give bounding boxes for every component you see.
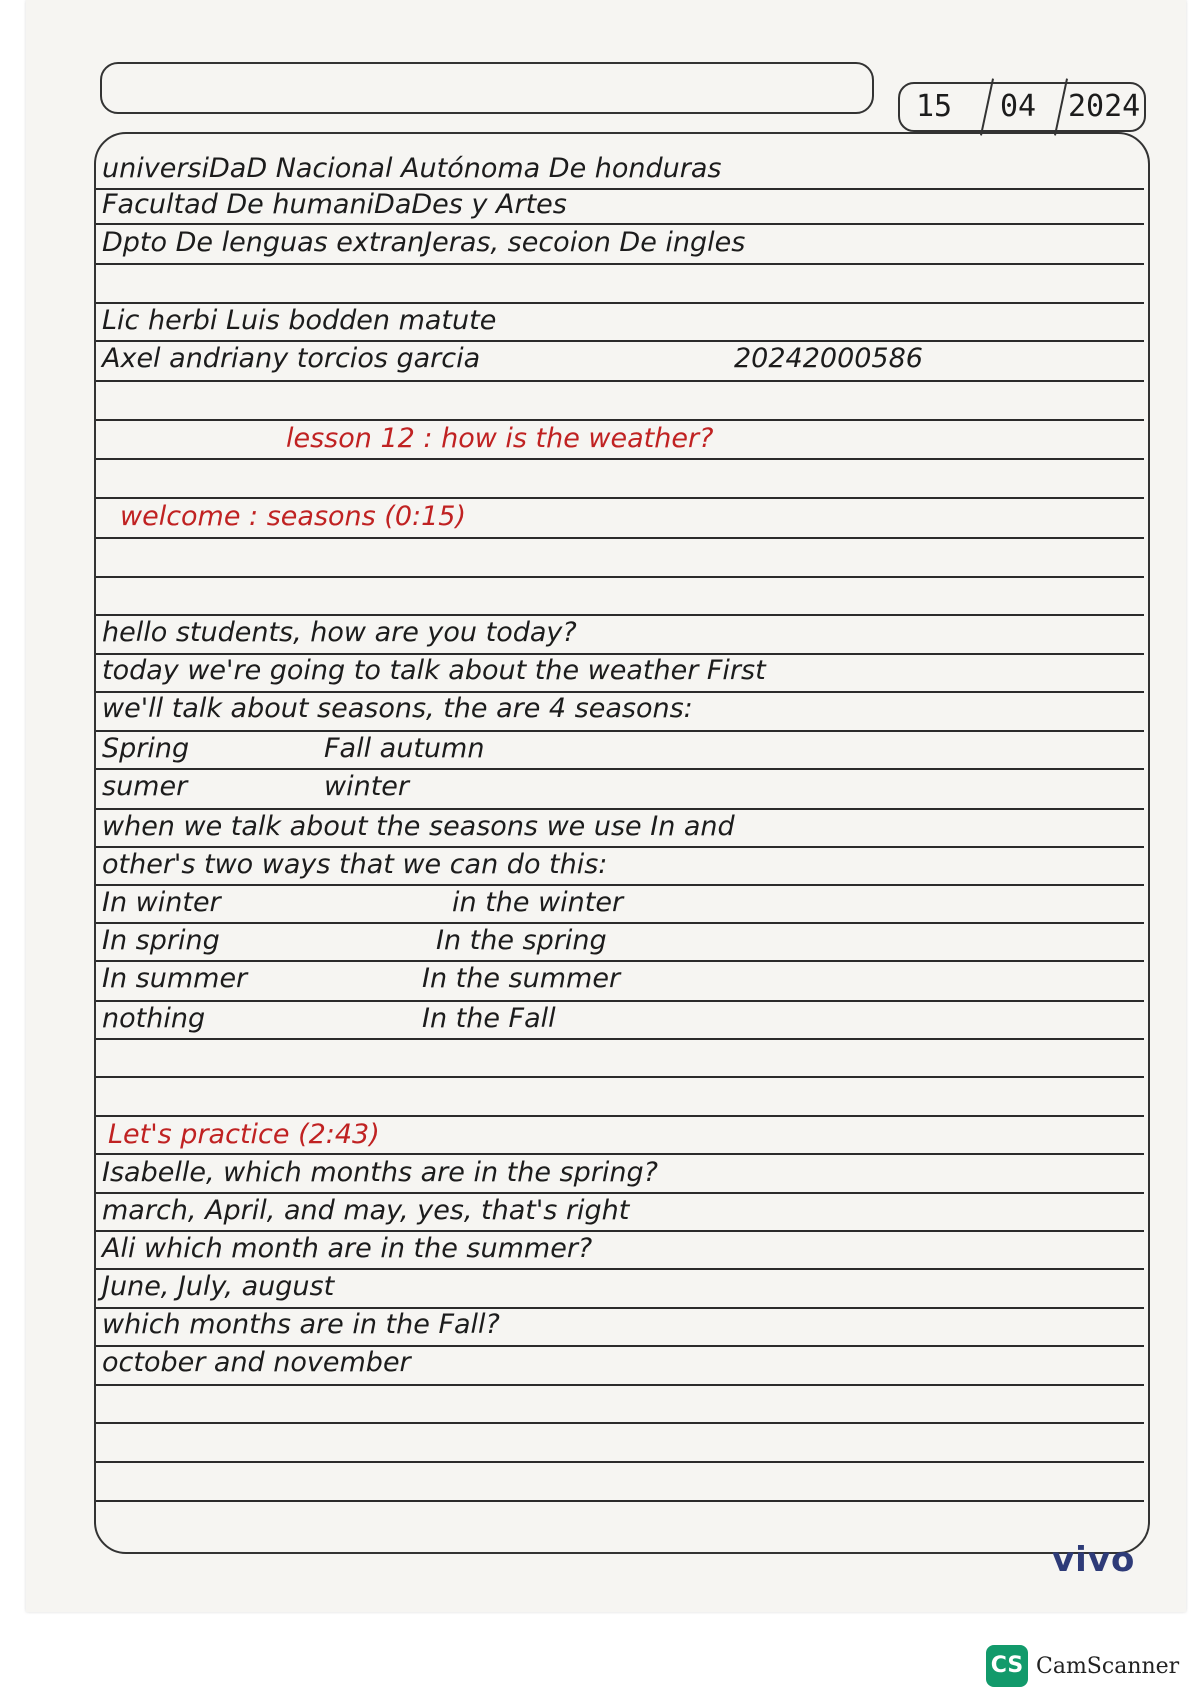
date-day: 15	[916, 89, 953, 124]
body-line	[102, 730, 1140, 768]
preposition-example: In winter	[102, 887, 221, 918]
camscanner-icon: CS	[986, 1645, 1028, 1687]
ruled-line	[96, 1076, 1144, 1078]
ruled-line	[96, 458, 1144, 460]
ruled-line	[96, 1038, 1144, 1040]
ruled-line	[96, 1461, 1144, 1463]
ruled-line	[96, 1384, 1144, 1386]
preposition-example: In spring	[102, 925, 220, 956]
lesson-title: lesson 12 : how is the weather?	[286, 423, 714, 454]
ruled-line	[96, 380, 1144, 382]
header-box	[100, 62, 874, 114]
camscanner-watermark	[986, 1645, 1179, 1687]
date-year: 2024	[1068, 89, 1141, 124]
practice-line: october and november	[102, 1347, 411, 1378]
ruled-line	[96, 1422, 1144, 1424]
preposition-example: nothing	[102, 1003, 206, 1034]
date-divider	[1054, 78, 1068, 135]
date-box	[898, 82, 1146, 132]
body-line	[102, 922, 1140, 960]
body-line	[102, 768, 1140, 806]
department-line: Dpto De lenguas extranJeras, secoion De ingles	[102, 227, 746, 258]
body-line	[102, 884, 1140, 922]
ruled-line	[96, 537, 1144, 539]
section-heading-practice: Let's practice (2:43)	[108, 1119, 380, 1150]
section-heading-welcome: welcome : seasons (0:15)	[120, 501, 467, 532]
preposition-example: In the Fall	[422, 1003, 556, 1034]
body-line: we'll talk about seasons, the are 4 seasons:	[102, 693, 693, 724]
ruled-line	[96, 1500, 1144, 1502]
ruled-line	[96, 576, 1144, 578]
teacher-line: Lic herbi Luis bodden matute	[102, 305, 497, 336]
vivo-logo: vivo	[1052, 1540, 1136, 1580]
camscanner-label: CamScanner	[1036, 1653, 1180, 1679]
body-line: today we're going to talk about the weather First	[102, 655, 766, 686]
practice-line: Isabelle, which months are in the spring?	[102, 1157, 658, 1188]
date-month: 04	[1000, 89, 1037, 124]
body-line: when we talk about the seasons we use In and	[102, 811, 735, 842]
body-line: hello students, how are you today?	[102, 617, 577, 648]
season-item: Spring	[102, 733, 190, 764]
preposition-example: In the spring	[436, 925, 607, 956]
practice-line: June, July, august	[102, 1271, 335, 1302]
university-line: universiDaD Nacional Autónoma De honduras	[102, 153, 722, 184]
body-line: other's two ways that we can do this:	[102, 849, 608, 880]
season-item: winter	[324, 771, 409, 802]
preposition-example: In summer	[102, 963, 248, 994]
student-id: 20242000586	[734, 343, 923, 374]
season-item: Fall autumn	[324, 733, 485, 764]
practice-line: march, April, and may, yes, that's right	[102, 1195, 630, 1226]
date-divider	[980, 78, 994, 135]
preposition-example: In the summer	[422, 963, 621, 994]
preposition-example: in the winter	[452, 887, 624, 918]
faculty-line: Facultad De humaniDaDes y Artes	[102, 189, 567, 220]
body-line	[102, 960, 1140, 998]
student-name: Axel andriany torcios garcia	[102, 343, 481, 374]
body-line	[102, 1000, 1140, 1038]
ruled-line	[96, 263, 1144, 265]
practice-line: which months are in the Fall?	[102, 1309, 500, 1340]
student-line	[102, 340, 1140, 378]
practice-line: Ali which month are in the summer?	[102, 1233, 593, 1264]
season-item: sumer	[102, 771, 188, 802]
